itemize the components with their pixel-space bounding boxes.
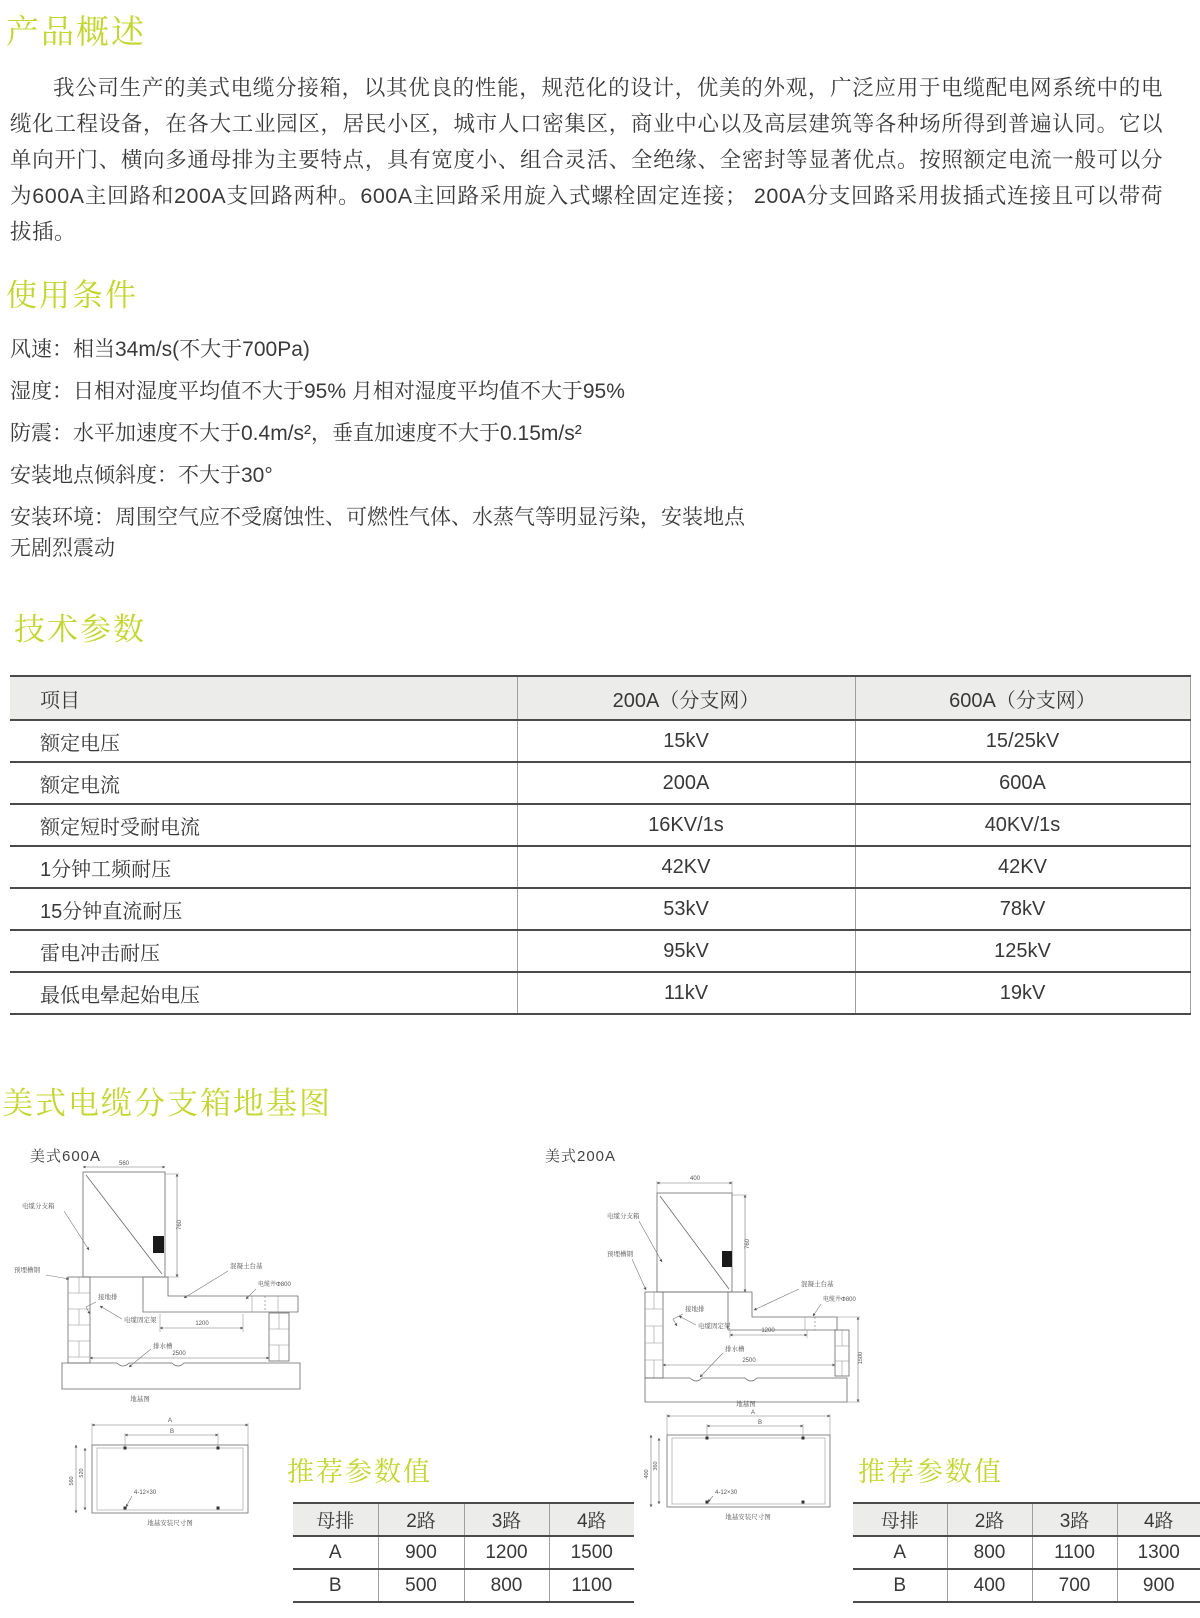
tech-cell: 42KV: [517, 846, 855, 888]
param-cell: 1100: [549, 1569, 634, 1602]
anchor-bolt: [217, 1447, 220, 1450]
param-row-a: [853, 1536, 1200, 1569]
tech-cell: 1分钟工频耐压: [10, 846, 517, 888]
caption-foundation-view: 地基图: [736, 1401, 756, 1408]
tech-cell: 78kV: [855, 888, 1190, 930]
plan-inner-frame: [97, 1448, 243, 1510]
param-cell: 1300: [1117, 1536, 1200, 1569]
caption-plan-view: 地基安装尺寸图: [725, 1514, 771, 1521]
dimension-top-width: 560: [118, 1161, 130, 1167]
tech-cell: 额定电压: [10, 720, 517, 762]
dimension-plan-a: A: [750, 1410, 756, 1416]
tech-cell: 11kV: [517, 972, 855, 1014]
tech-row-corona-voltage: [10, 972, 1190, 1014]
param-row-b: [853, 1569, 1200, 1602]
bolt-note: 4-12×30: [715, 1490, 738, 1496]
param-header-row: [293, 1503, 634, 1536]
tech-cell: 40KV/1s: [855, 804, 1190, 846]
dimension-top-width: 400: [689, 1176, 701, 1182]
tech-header-200a: 200A（分支网）: [517, 676, 855, 720]
tech-cell: 125kV: [855, 930, 1190, 972]
label-ground-bar: 接地排: [98, 1294, 118, 1301]
plan-inner-frame: [672, 1438, 825, 1504]
param-cell: 800: [947, 1536, 1032, 1569]
heading-usage-conditions: 使用条件: [6, 278, 138, 313]
tech-row-rated-current: [10, 762, 1190, 804]
param-cell: 1200: [464, 1536, 549, 1569]
param-header-3way: 3路: [464, 1503, 549, 1536]
condition-line-humidity: 湿度：日相对湿度平均值不大于95% 月相对湿度平均值不大于95%: [10, 380, 625, 403]
plan-view: [69, 1418, 248, 1527]
dimension-plan-inner-h: 360: [653, 1461, 659, 1471]
param-table-600a: [293, 1502, 634, 1603]
dimension-cabinet-height: 760: [177, 1219, 183, 1231]
label-cable-well: 电缆井Φ800: [823, 1297, 856, 1303]
tech-cell: 95kV: [517, 930, 855, 972]
tech-cell: 19kV: [855, 972, 1190, 1014]
tech-cell: 600A: [855, 762, 1190, 804]
foundation-section: [645, 1292, 864, 1402]
tech-cell: 额定短时受耐电流: [10, 804, 517, 846]
concrete-slab: [645, 1378, 847, 1402]
heading-recommended-params-1: 推荐参数值: [287, 1457, 432, 1487]
plan-view: [644, 1410, 830, 1521]
param-cell: 900: [378, 1536, 464, 1569]
param-header-2way: 2路: [378, 1503, 464, 1536]
plan-outer-frame: [667, 1435, 830, 1507]
label-cable-branch-box: 电缆分支箱: [22, 1203, 55, 1210]
tech-row-lightning-impulse: [10, 930, 1190, 972]
label-embedded-channel: 预埋槽钢: [607, 1251, 633, 1258]
dimension-ledge-width: 1200: [195, 1321, 209, 1327]
param-cell: 1100: [1032, 1536, 1117, 1569]
label-drain-channel: 排水槽: [725, 1346, 745, 1353]
param-header-4way: 4路: [549, 1503, 634, 1536]
foundation-diagram-600a: [12, 1158, 312, 1543]
anchor-bolt: [124, 1447, 127, 1450]
tech-header-600a: 600A（分支网）: [855, 676, 1190, 720]
tech-row-rated-voltage: [10, 720, 1190, 762]
anchor-bolt: [802, 1501, 805, 1504]
dimension-foundation-width: 2500: [172, 1351, 186, 1357]
param-cell: B: [853, 1569, 947, 1602]
dimension-plan-inner-h: 520: [79, 1468, 85, 1478]
param-cell: 500: [378, 1569, 464, 1602]
foundation-diagram-200a: [520, 1158, 880, 1533]
label-drain-channel: 排水槽: [153, 1343, 173, 1350]
label-cable-well: 电缆井Φ800: [258, 1282, 291, 1288]
tech-cell: 53kV: [517, 888, 855, 930]
param-header-2way: 2路: [947, 1503, 1032, 1536]
tech-row-short-time-current: [10, 804, 1190, 846]
param-cell: B: [293, 1569, 378, 1602]
dimension-plan-outer-h: 400: [644, 1469, 650, 1479]
caption-foundation-view: 地基图: [130, 1396, 150, 1403]
param-cell: 900: [1117, 1569, 1200, 1602]
param-row-b: [293, 1569, 634, 1602]
param-table-200a: [853, 1502, 1200, 1603]
dimension-plan-a: A: [167, 1418, 173, 1424]
tech-cell: 雷电冲击耐压: [10, 930, 517, 972]
dimension-ledge-width: 1200: [761, 1328, 775, 1334]
param-cell: 1500: [549, 1536, 634, 1569]
cabinet-section: [83, 1161, 183, 1277]
dimension-plan-outer-h: 560: [69, 1476, 75, 1486]
caption-plan-view: 地基安装尺寸图: [147, 1520, 193, 1527]
bolt-note: 4-12×30: [134, 1490, 157, 1496]
label-concrete-base: 混凝土台基: [801, 1281, 834, 1288]
concrete-ledge: [728, 1292, 837, 1330]
param-header-row: [853, 1503, 1200, 1536]
param-cell: 400: [947, 1569, 1032, 1602]
anchor-bolt: [802, 1437, 805, 1440]
dimension-plan-b: B: [757, 1420, 763, 1426]
label-cable-bracket: 电缆固定架: [124, 1317, 157, 1324]
diagram-200a-title: 美式200A: [545, 1148, 617, 1165]
tech-cell: 额定电流: [10, 762, 517, 804]
anchor-bolt: [217, 1507, 220, 1510]
condition-line-environment: 安装环境：周围空气应不受腐蚀性、可燃性气体、水蒸气等明显污染，安装地点无剧烈震动: [10, 506, 745, 560]
param-row-a: [293, 1536, 634, 1569]
tech-cell: 15kV: [517, 720, 855, 762]
diagram-labels: [14, 1201, 291, 1403]
tech-header-item: 项目: [10, 676, 517, 720]
param-header-3way: 3路: [1032, 1503, 1117, 1536]
tech-cell: 200A: [517, 762, 855, 804]
condition-line-tilt: 安装地点倾斜度：不大于30°: [10, 464, 273, 487]
param-cell: 800: [464, 1569, 549, 1602]
param-cell: 700: [1032, 1569, 1117, 1602]
dimension-plan-b: B: [169, 1429, 175, 1435]
cabinet-section: [657, 1176, 751, 1292]
overview-paragraph: 我公司生产的美式电缆分接箱，以其优良的性能，规范化的设计，优美的外观，广泛应用于电缆配电网系统中的电缆化工程设备，在各大工业园区，居民小区，城市人口密集区，商业中心以及高层建筑等各种场所得到普遍认同。它以单向开门、横向多通母排为主要特点，具有宽度小、组合灵活、全绝缘、全密封等显著优点。按照额定电流一般可以分为600A主回路和200A支回路两种。600A主回路采用旋入式螺栓固定连接； 200A分支回路采用拔插式连接且可以带荷拔插。: [10, 76, 1163, 244]
label-ground-bar: 接地排: [685, 1306, 705, 1313]
diagram-600a-title: 美式600A: [30, 1148, 102, 1165]
param-header-busbar: 母排: [293, 1503, 378, 1536]
heading-tech-params: 技术参数: [14, 612, 146, 647]
param-header-busbar: 母排: [853, 1503, 947, 1536]
cabinet-door-handle: [153, 1236, 164, 1253]
param-header-4way: 4路: [1117, 1503, 1200, 1536]
label-cable-branch-box: 电缆分支箱: [607, 1213, 640, 1220]
label-embedded-channel: 预埋槽钢: [14, 1267, 40, 1274]
plan-outer-frame: [92, 1445, 248, 1513]
dimension-cabinet-height: 760: [745, 1238, 751, 1250]
condition-line-quake: 防震：水平加速度不大于0.4m/s²，垂直加速度不大于0.15m/s²: [10, 422, 582, 445]
tech-params-table: [10, 675, 1191, 1015]
usage-conditions-list: [10, 334, 750, 575]
dimension-foundation-width: 2500: [742, 1358, 756, 1364]
label-concrete-base: 混凝土台基: [230, 1263, 263, 1270]
tech-cell: 最低电晕起始电压: [10, 972, 517, 1014]
param-cell: A: [293, 1536, 378, 1569]
tech-header-row: [10, 676, 1190, 720]
tech-row-dc-withstand: [10, 888, 1190, 930]
heading-foundation-diagram: 美式电缆分支箱地基图: [2, 1086, 332, 1121]
tech-cell: 15/25kV: [855, 720, 1190, 762]
heading-recommended-params-2: 推荐参数值: [858, 1457, 1003, 1487]
tech-cell: 42KV: [855, 846, 1190, 888]
cabinet-door-handle: [722, 1251, 732, 1267]
anchor-bolt: [706, 1437, 709, 1440]
tech-cell: 16KV/1s: [517, 804, 855, 846]
dimension-foundation-depth: 1500: [858, 1351, 864, 1365]
condition-line-wind: 风速：相当34m/s(不大于700Pa): [10, 338, 310, 361]
label-cable-bracket: 电缆固定架: [698, 1323, 731, 1330]
concrete-slab: [62, 1363, 300, 1389]
param-cell: A: [853, 1536, 947, 1569]
heading-product-overview: 产品概述: [6, 13, 146, 50]
tech-cell: 15分钟直流耐压: [10, 888, 517, 930]
tech-row-power-freq-withstand: [10, 846, 1190, 888]
